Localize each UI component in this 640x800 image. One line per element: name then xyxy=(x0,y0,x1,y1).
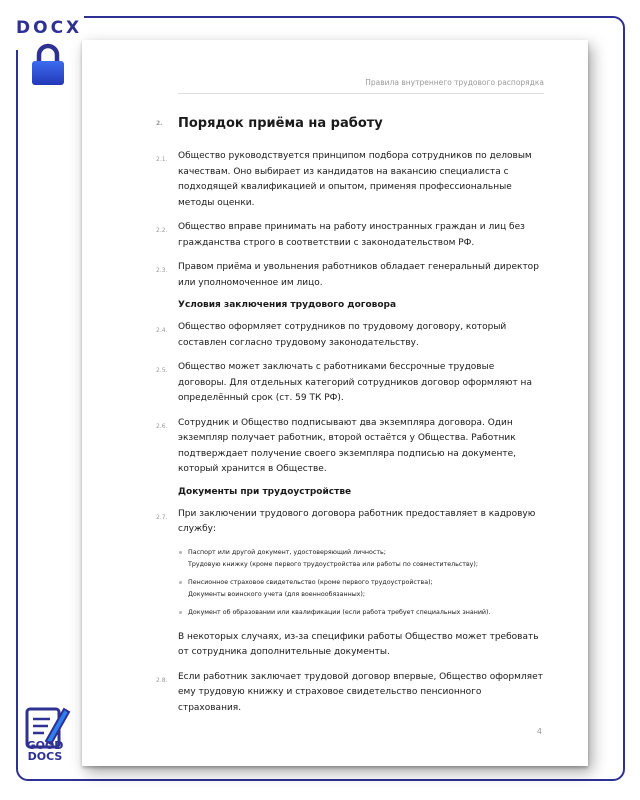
list-item: Пенсионное страховое свидетельство (кроме первого трудоустройства); Документы воинского учета (для военнообязанных); xyxy=(178,577,544,601)
paragraph-2-8 xyxy=(156,670,544,717)
section-title-text: Порядок приёма на работу xyxy=(178,116,383,131)
subheading-contract-terms: Условия заключения трудового договора xyxy=(178,300,397,310)
paragraph-text: Общество оформляет сотрудников по трудовому договору, который составлен согласно трудовому законодательству. xyxy=(178,322,507,348)
paragraph-number: 2.4. xyxy=(156,327,168,334)
paragraph-2-3 xyxy=(156,260,544,291)
paragraph-text: Общество может заключать с работниками бессрочные трудовые договоры. Для отдельных категорий сотрудников договор оформляют на определённый срок (ст. 59 ТК РФ). xyxy=(178,362,532,403)
paragraph-number: 2.2. xyxy=(156,227,168,234)
brand-logo-line-1: GOOD xyxy=(26,739,64,752)
list-item: Документ об образовании или квалификации (если работа требует специальных знаний). xyxy=(178,607,544,619)
page-header: Правила внутреннего трудового распорядка xyxy=(178,78,544,94)
paragraph-2-7 xyxy=(156,507,544,538)
docx-label: DOCX xyxy=(16,18,83,38)
list-item: Паспорт или другой документ, удостоверяющий личность; Трудовую книжку (кроме первого трудоустройства или работы по совместительству); xyxy=(178,547,544,571)
document-page xyxy=(82,40,588,766)
section-title xyxy=(156,116,544,131)
brand-logo-line-2: DOCS xyxy=(27,750,63,763)
brand-logo-text xyxy=(20,740,70,762)
page-number: 4 xyxy=(536,727,542,736)
paragraph-number: 2.1. xyxy=(156,156,168,163)
paragraph-text: Сотрудник и Общество подписывают два экземпляра договора. Один экземпляр получает работник, второй остаётся у Общества. Работник подтверждает получение своего экземпляра подписью на документе, который хранится в Обществе. xyxy=(178,417,517,474)
section-number: 2. xyxy=(156,120,163,127)
lock-icon xyxy=(30,42,66,86)
paragraph-2-5 xyxy=(156,360,544,407)
paragraph-2-2 xyxy=(156,220,544,251)
page-content xyxy=(156,116,544,725)
paragraph-number: 2.7. xyxy=(156,513,168,521)
paragraph-additional-documents: В некоторых случаях, из-за специфики работы Общество может требовать от сотрудника дополнительные документы. xyxy=(178,631,539,657)
paragraph-text: Общество вправе принимать на работу иностранных граждан и лиц без гражданства строго в соответствии с законодательством РФ. xyxy=(178,222,525,248)
paragraph-2-1 xyxy=(156,149,544,211)
paragraph-text: При заключении трудового договора работник предоставляет в кадровую службу: xyxy=(178,508,536,534)
paragraph-number: 2.8. xyxy=(156,676,168,684)
paragraph-number: 2.6. xyxy=(156,422,168,430)
paragraph-2-4 xyxy=(156,320,544,351)
paragraph-number: 2.3. xyxy=(156,267,168,274)
documents-list xyxy=(178,547,544,619)
subheading-employment-documents: Документы при трудоустройстве xyxy=(178,486,352,497)
paragraph-2-6 xyxy=(156,416,544,478)
paragraph-text: Если работник заключает трудовой договор впервые, Общество оформляет ему трудовую книжку и страховое свидетельство пенсионного страхования. xyxy=(178,671,543,713)
paragraph-text: Общество руководствуется принципом подбора сотрудников по деловым качествам. Оно выбирает из кандидатов на вакансию специалиста с подходящей квалификацией и опытом, применяя профессиональные методы оценки. xyxy=(178,151,532,208)
paragraph-text: Правом приёма и увольнения работников обладает генеральный директор или уполномоченное им лицо. xyxy=(178,262,539,288)
paragraph-number: 2.5. xyxy=(156,367,168,374)
